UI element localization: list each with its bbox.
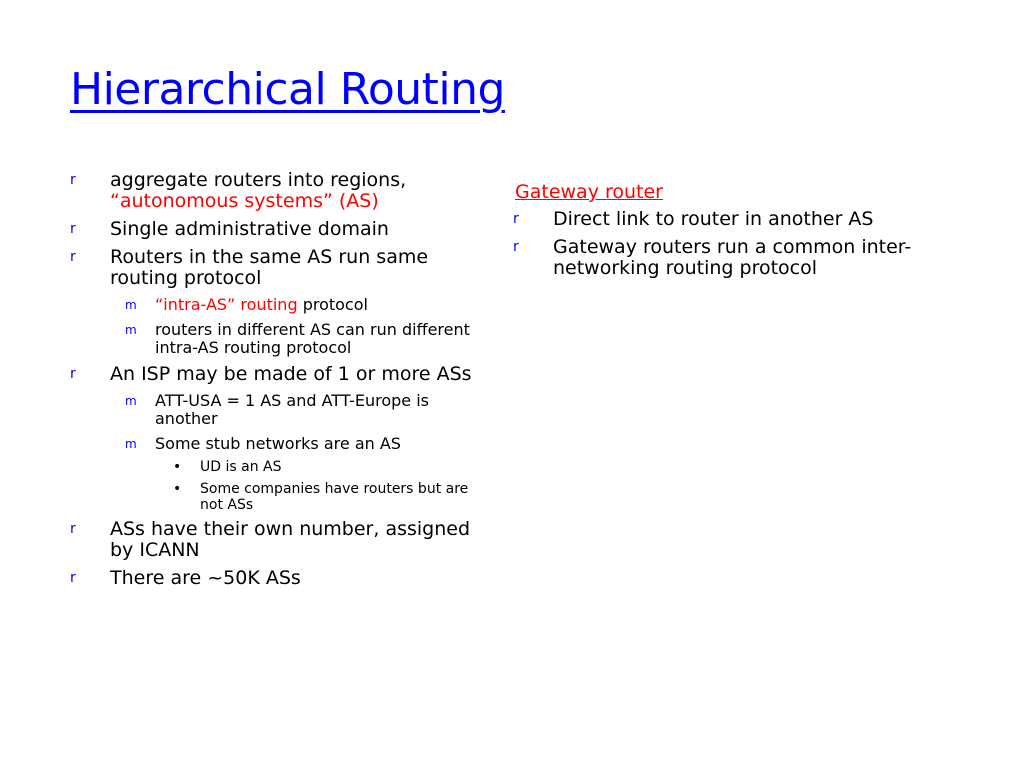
item-text: aggregate routers into regions, (110, 169, 407, 191)
slide-title: Hierarchical Routing (70, 64, 505, 115)
bullet-icon: m (125, 393, 137, 408)
dot-bullet-icon: • (173, 481, 182, 497)
list-item (70, 247, 490, 289)
item-text: routers in different AS can run different intra-AS routing protocol (155, 319, 470, 357)
list-item (70, 219, 490, 240)
item-highlight: “intra-AS” routing (155, 295, 298, 314)
bullet-icon: r (513, 239, 519, 255)
item-highlight: “autonomous systems” (AS) (110, 190, 379, 212)
item-text: Some stub networks are an AS (155, 433, 401, 453)
list-item (513, 209, 933, 230)
bullet-icon: r (70, 365, 76, 382)
item-text: Direct link to router in another AS (553, 208, 874, 230)
item-text: UD is an AS (200, 459, 282, 475)
sub-list-item (70, 435, 490, 454)
item-text: Some companies have routers but are not ASs (200, 481, 469, 513)
bullet-icon: r (513, 211, 519, 227)
left-bullet-list (70, 170, 490, 596)
item-text: Single administrative domain (110, 218, 389, 240)
sub-sub-list-item (70, 481, 490, 513)
dot-bullet-icon: • (173, 459, 182, 475)
item-text: An ISP may be made of 1 or more ASs (110, 362, 472, 385)
gateway-router-heading: Gateway router (515, 181, 663, 203)
bullet-icon: r (70, 172, 76, 188)
bullet-icon: r (70, 521, 76, 537)
bullet-icon: m (125, 322, 137, 337)
item-text: ATT-USA = 1 AS and ATT-Europe is another (155, 390, 430, 428)
bullet-icon: m (125, 436, 137, 451)
bullet-icon: r (70, 249, 76, 265)
list-item (513, 237, 933, 279)
sub-list-item (70, 321, 490, 358)
list-item (70, 170, 490, 212)
right-bullet-list (513, 180, 933, 286)
sub-list-item (70, 296, 490, 315)
item-text: ASs have their own number, assigned by ICANN (110, 518, 471, 561)
sub-sub-list-item (70, 459, 490, 475)
item-text: There are ~50K ASs (110, 567, 301, 589)
sub-list-item (70, 392, 490, 429)
list-item (70, 519, 490, 561)
item-text: Gateway routers run a common inter-networking routing protocol (553, 236, 912, 279)
item-text: Routers in the same AS run same routing protocol (110, 246, 429, 289)
item-text: protocol (297, 295, 368, 314)
bullet-icon: m (125, 298, 137, 312)
bullet-icon: r (70, 221, 76, 237)
list-item (70, 364, 490, 385)
bullet-icon: r (70, 570, 76, 586)
list-item (70, 568, 490, 589)
